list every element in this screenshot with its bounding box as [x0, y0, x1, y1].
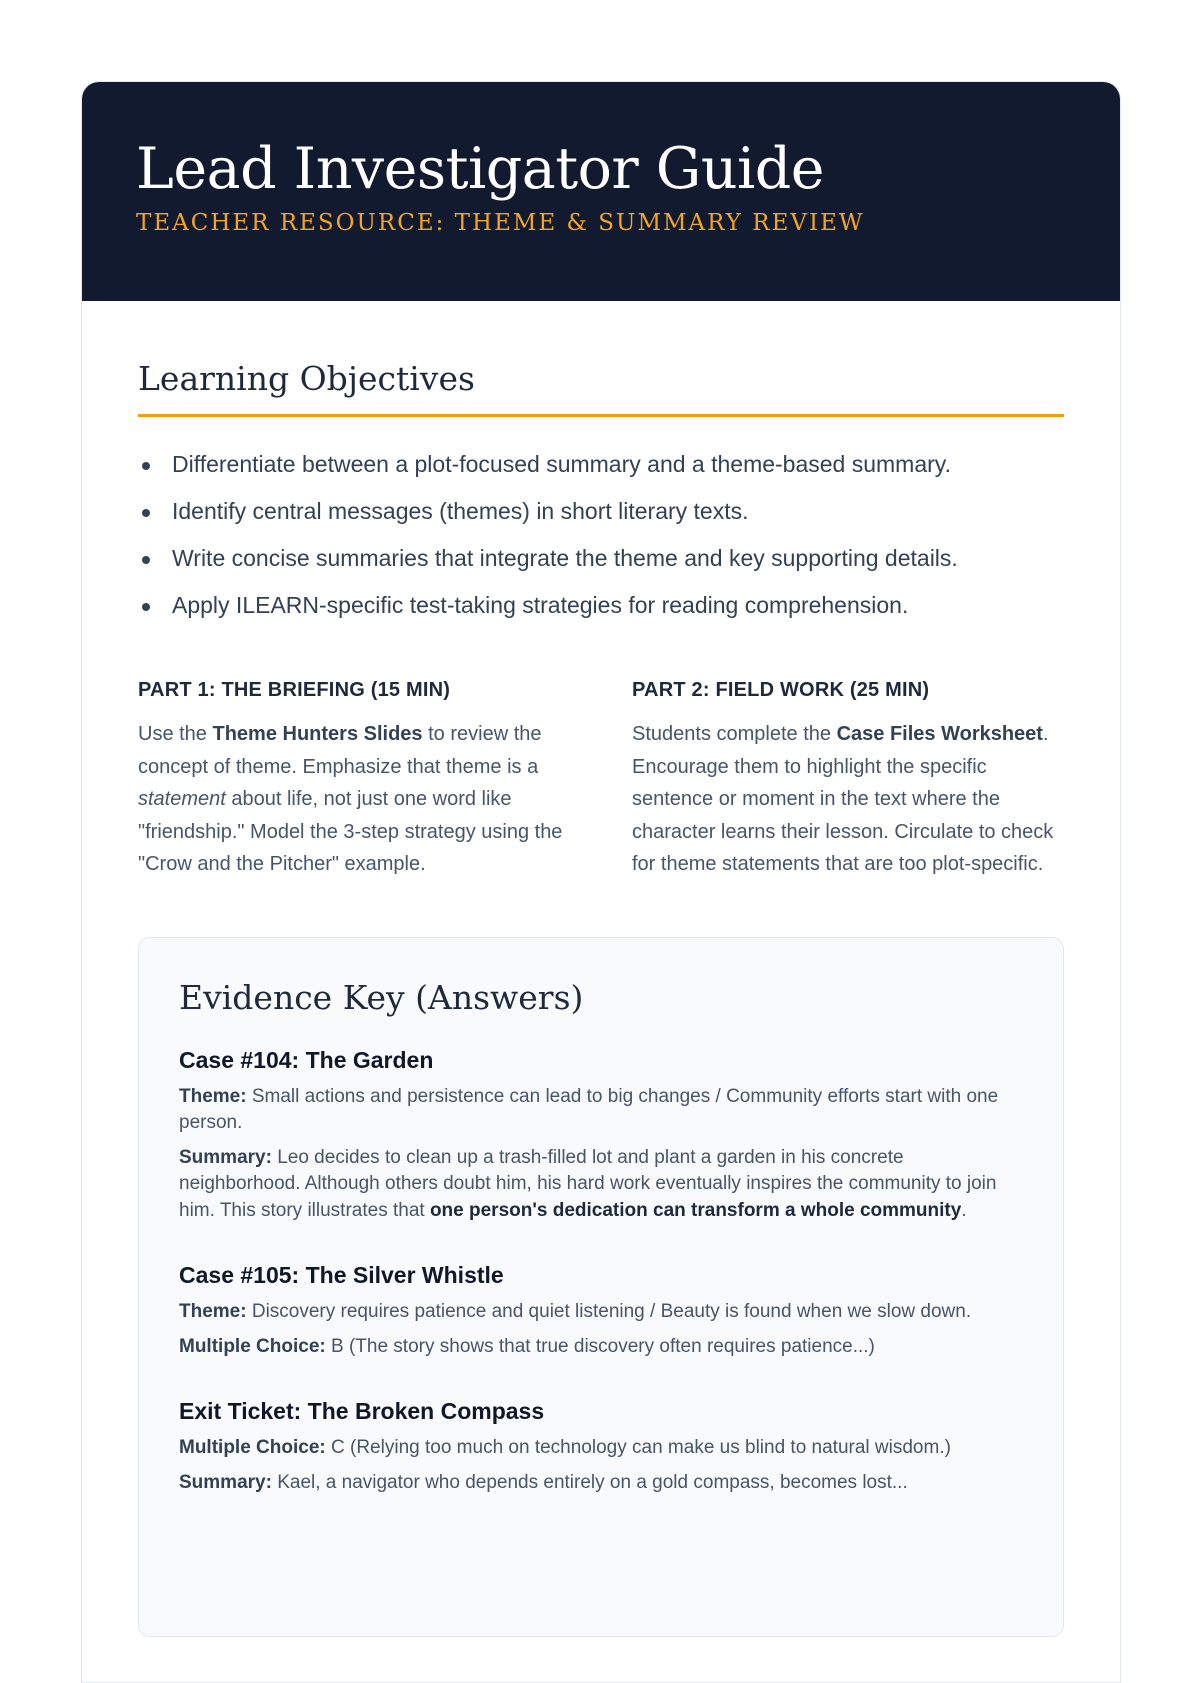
lesson-parts — [138, 679, 1064, 881]
objectives-list — [138, 441, 1064, 629]
part-briefing — [138, 679, 570, 881]
case-theme: Theme: Small actions and persistence can lead to big changes / Community efforts start with one person. — [179, 1085, 999, 1133]
case-summary: Summary: Leo decides to clean up a trash-filled lot and plant a garden in his concrete neighborhood. Although others doubt him, his hard work eventually inspires the community to join him. This story illustrates that one person's dedication can transform a whole community. — [179, 1146, 997, 1221]
case-title: Exit Ticket: The Broken Compass — [179, 1398, 545, 1424]
evidence-key-heading: Evidence Key (Answers) — [179, 977, 584, 1017]
case-garden — [179, 1047, 1023, 1225]
part-briefing-heading: PART 1: THE BRIEFING (15 MIN) — [138, 679, 451, 701]
case-silver-whistle — [179, 1262, 1023, 1360]
objective-item: Identify central messages (themes) in short literary texts. — [172, 488, 1064, 535]
case-multiple-choice: Multiple Choice: C (Relying too much on technology can make us blind to natural wisdom.) — [179, 1437, 951, 1458]
case-multiple-choice: Multiple Choice: B (The story shows that true discovery often requires patience...) — [179, 1335, 875, 1357]
part-field-work-heading: PART 2: FIELD WORK (25 MIN) — [632, 679, 930, 701]
evidence-key-box — [138, 937, 1064, 1637]
header-banner — [82, 82, 1120, 301]
part-field-work — [632, 679, 1064, 881]
page-subtitle: TEACHER RESOURCE: THEME & SUMMARY REVIEW — [136, 210, 865, 236]
objective-item: Differentiate between a plot-focused summary and a theme-based summary. — [172, 441, 1064, 488]
case-theme: Theme: Discovery requires patience and quiet listening / Beauty is found when we slow down. — [179, 1301, 972, 1322]
objective-item: Write concise summaries that integrate the theme and key supporting details. — [172, 535, 1064, 582]
objective-item: Apply ILEARN-specific test-taking strategies for reading comprehension. — [172, 582, 1064, 629]
part-field-work-text: Students complete the Case Files Worksheet. Encourage them to highlight the specific sentence or moment in the text where the character learns their lesson. Circulate to check for theme statements that are too plot-specific. — [632, 723, 1054, 875]
case-summary: Summary: Kael, a navigator who depends entirely on a gold compass, becomes lost... — [179, 1471, 908, 1493]
case-broken-compass — [179, 1398, 1023, 1496]
case-title: Case #105: The Silver Whistle — [179, 1262, 504, 1288]
guide-card — [81, 81, 1121, 1683]
content — [82, 301, 1120, 1637]
page-title: Lead Investigator Guide — [136, 136, 824, 202]
objectives-heading: Learning Objectives — [138, 301, 1064, 417]
part-briefing-text: Use the Theme Hunters Slides to review the concept of theme. Emphasize that theme is a statement about life, not just one word like "friendship." Model the 3-step strategy using the "Crow and the Pitcher" example. — [138, 723, 563, 875]
case-title: Case #104: The Garden — [179, 1046, 434, 1073]
